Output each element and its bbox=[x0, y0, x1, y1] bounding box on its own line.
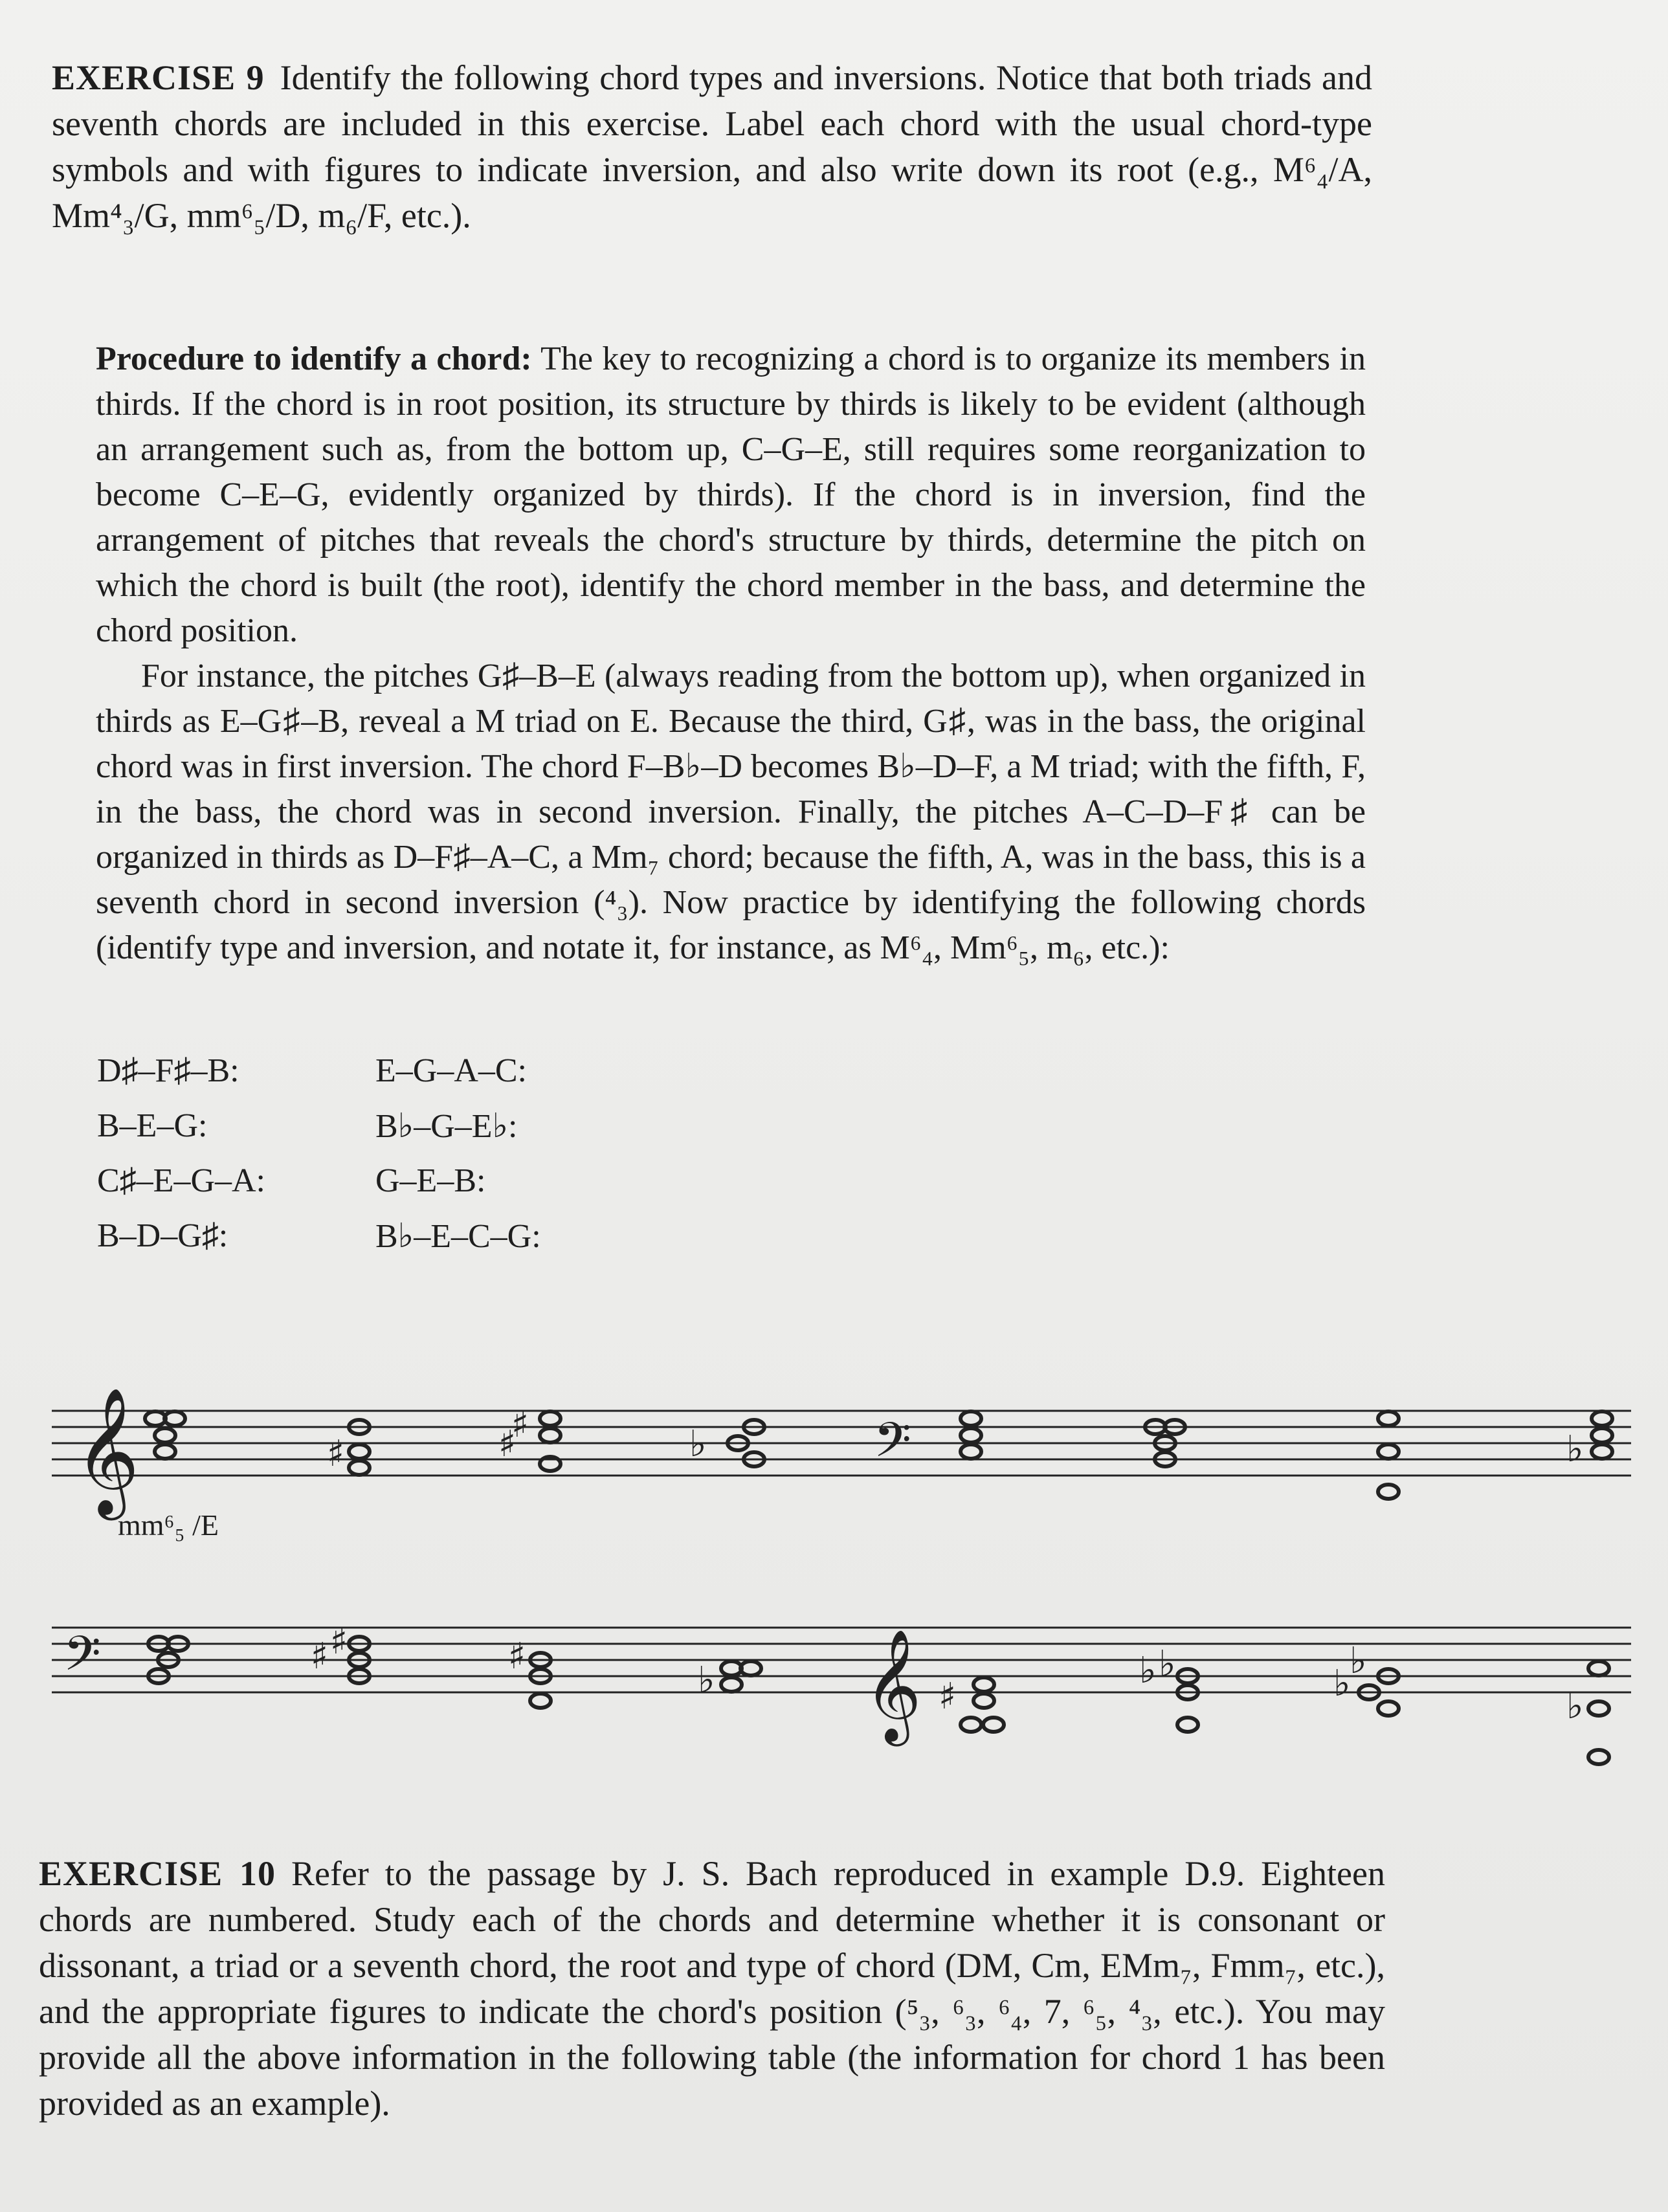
procedure-text-2: For instance, the pitches G♯–B–E (always reading from the bottom up), when organized in thirds as E–G♯–B, reveal a M triad on E. Because the third, G♯, was in the bass, the original chord was in first inversion. The chord F–B♭–D becomes B♭–D–F, a M triad; with the fifth, F, in the bass, the chord was in second inversion. Finally, the pitches A–C–D–F♯ can be organized in thirds as D–F♯–A–C, a Mm₇ chord; because the fifth, A, was in the bass, this is a seventh chord in second inversion (⁴₃). Now practice by identifying the following chords (identify type and inversion, and notate it, for instance, as M⁶₄, Mm⁶₅, m₆, etc.): bbox=[96, 658, 1366, 966]
treble-staff bbox=[52, 1411, 1631, 1476]
svg-text:♯: ♯ bbox=[498, 1423, 517, 1465]
svg-text:♯: ♯ bbox=[327, 1433, 345, 1475]
svg-text:♭: ♭ bbox=[698, 1659, 715, 1701]
bass-accidentals bbox=[311, 1620, 1583, 1727]
chord-item: G–E–B: bbox=[375, 1162, 486, 1199]
chord-notes bbox=[1592, 1411, 1612, 1459]
svg-text:♭: ♭ bbox=[1333, 1663, 1351, 1705]
chord-item: B–E–G: bbox=[97, 1107, 208, 1144]
treble-clef-icon: 𝄞 bbox=[864, 1629, 922, 1742]
bass-clef-icon: 𝄢 bbox=[874, 1412, 911, 1480]
chord-item: B–D–G♯: bbox=[97, 1217, 228, 1254]
chord-notes bbox=[540, 1411, 561, 1471]
svg-text:♯: ♯ bbox=[330, 1620, 348, 1663]
chord-item: E–G–A–C: bbox=[375, 1052, 527, 1089]
chord-notes bbox=[961, 1677, 1004, 1732]
treble-clef-icon: 𝄞 bbox=[74, 1387, 140, 1515]
svg-text:♯: ♯ bbox=[939, 1676, 957, 1718]
chord-item: B♭–E–C–G: bbox=[375, 1218, 541, 1255]
chord-notes bbox=[961, 1411, 981, 1459]
exercise-10 bbox=[39, 1851, 1385, 2127]
chord-item: C♯–E–G–A: bbox=[97, 1162, 265, 1199]
chord-notes bbox=[145, 1411, 185, 1459]
chord-item: B♭–G–E♭: bbox=[375, 1108, 518, 1145]
chord-notes bbox=[1177, 1669, 1198, 1732]
exercise-9-text: Identify the following chord types and inversions. Notice that both triads and seventh chords are included in this exercise. Label each chord with the usual chord-type symbols and with figures to indicate inversion, and also write down its root (e.g., M⁶₄/A, Mm⁴₃/G, mm⁶₅/D, m₆/F, etc.). bbox=[52, 58, 1372, 235]
procedure-lead: Procedure to identify a chord: bbox=[96, 340, 532, 377]
procedure-text-1: The key to recognizing a chord is to organize its members in thirds. If the chord is in root position, its structure by thirds is likely to be evident (although an arrangement such as, from the bottom up, C–G–E, still requires some reorganization to become C–E–G, evidently organized by thirds). If the chord is in inversion, find the arrangement of pitches that reveals the chord's structure by thirds, determine the pitch on which the chord is built (the root), identify the chord member in the bass, and determine the chord position. bbox=[96, 340, 1366, 649]
chord-item: D♯–F♯–B: bbox=[97, 1052, 239, 1089]
example-chord-label: mm⁶₅ /E bbox=[118, 1509, 219, 1542]
svg-text:♯: ♯ bbox=[511, 1404, 529, 1446]
exercise-9-label: EXERCISE 9 bbox=[52, 58, 265, 97]
svg-text:♭: ♭ bbox=[1350, 1640, 1367, 1682]
svg-text:♯: ♯ bbox=[311, 1635, 329, 1677]
svg-text:♯: ♯ bbox=[508, 1635, 526, 1677]
svg-text:♭: ♭ bbox=[1566, 1685, 1584, 1727]
chord-notes bbox=[349, 1420, 370, 1475]
bass-clef-icon: 𝄢 bbox=[63, 1626, 101, 1694]
exercise-10-label: EXERCISE 10 bbox=[39, 1854, 276, 1893]
exercise-10-text: Refer to the passage by J. S. Bach reproduced in example D.9. Eighteen chords are numbered. Study each of the chords and determine whether it is consonant or dissonant, a triad or a seventh chord, the root and type of chord (DM, Cm, EMm₇, Fmm₇, etc.), and the appropriate figures to indicate the chord's position (⁵₃, ⁶₃, ⁶₄, 7, ⁶₅, ⁴₃, etc.). You may provide all the above information in the following table (the information for chord 1 has been provided as an example). bbox=[39, 1854, 1385, 2123]
svg-text:♭: ♭ bbox=[689, 1423, 707, 1465]
svg-text:♭: ♭ bbox=[1159, 1643, 1176, 1685]
svg-text:♭: ♭ bbox=[1566, 1428, 1584, 1470]
svg-text:♭: ♭ bbox=[1139, 1650, 1157, 1692]
chord-notes bbox=[1378, 1411, 1399, 1499]
chord-notes bbox=[530, 1653, 551, 1708]
